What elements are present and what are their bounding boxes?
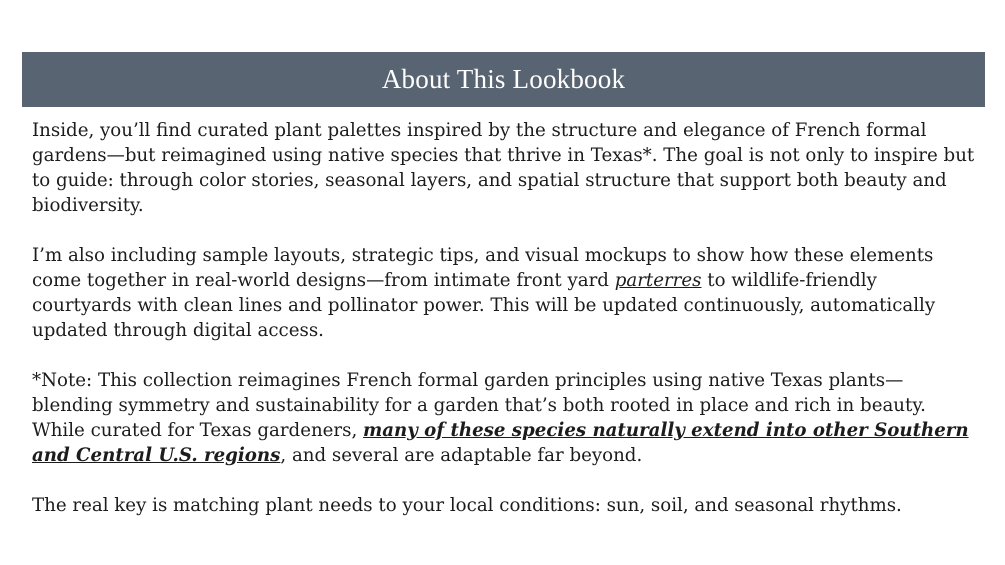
regions-link[interactable]: many of these species naturally extend into other Southern and Central U.S. regions [32,420,969,466]
intro-paragraph [32,118,980,218]
parterres-link[interactable]: parterres [614,270,702,291]
note-text-start: *Note: This collection reimagines French formal garden principles using native Texas plants—blending symmetry and sustainability for a garden that’s both rooted in place and rich in beauty. While curated for Texas gardeners, [32,370,926,441]
intro-text: Inside, you’ll find curated plant palettes inspired by the structure and elegance of French formal gardens—but reimagined using native species that thrive in Texas*. The goal is not only to inspire but to guide: through color stories, seasonal layers, and spatial structure that support both beauty and biodiversity. [32,120,975,216]
note-paragraph [32,368,980,468]
key-paragraph [32,493,980,518]
header-banner [22,52,985,107]
layouts-paragraph [32,243,980,343]
lookbook-intro [32,118,980,543]
page-title: About This Lookbook [381,64,626,94]
note-text-end: , and several are adaptable far beyond. [280,445,643,466]
layouts-text-end: to wildlife-friendly courtyards with clean lines and pollinator power. This will be updated continuously, automatically updated through digital access. [32,270,936,341]
layouts-text-start: I’m also including sample layouts, strategic tips, and visual mockups to show how these elements come together in real-world designs—from intimate front yard [32,245,934,291]
key-text: The real key is matching plant needs to your local conditions: sun, soil, and seasonal rhythms. [32,495,902,516]
